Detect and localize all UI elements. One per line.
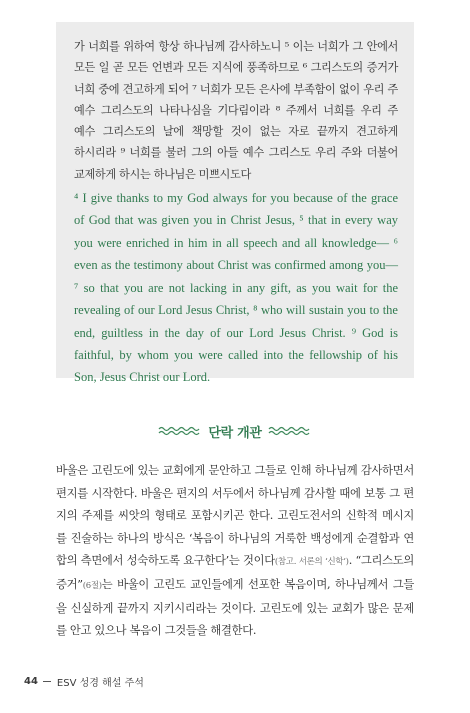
verse-reference: (6절): [82, 580, 102, 591]
reference-note: (참고. 서론의 ‘신학’): [274, 557, 349, 568]
overview-text: 는 바울이 고린도 교인들에게 선포한 복음이며, 하나님께서 그들을 신실하게 끝까지 지키시리라는 것이다. 고린도에 있는 교회가 많은 문제를 안고 있으나 복음이 그것들을 해결한다.: [56, 577, 414, 638]
book-title: ESV 성경 해설 주석: [56, 678, 144, 689]
overview-paragraph: [56, 460, 414, 643]
page-number: 44: [24, 676, 38, 687]
section-title: 단락 개관: [208, 425, 262, 441]
section-heading: [0, 420, 470, 442]
scripture-box: [56, 22, 414, 385]
page-footer: [24, 674, 144, 689]
footer-divider: [43, 681, 51, 682]
korean-passage: 가 너희를 위하여 항상 하나님께 감사하노니 ⁵ 이는 너희가 그 안에서 모든 일 곧 모든 언변과 모든 지식에 풍족하므로 ⁶ 그리스도의 증거가 너희 중에 견고하게 되어 ⁷ 너희가 모든 은사에 부족함이 없이 우리 주 예수 그리스도의 나타나심을 기다림이라 ⁸ 주께서 너희를 우리 주 예수 그리스도의 날에 책망할 것이 없는 자로 끝까지 견고하게 하시리라 ⁹ 너희를 불러 그의 아들 예수 그리스도 우리 주와 더불어 교제하게 하시는 하나님은 미쁘시도다: [74, 40, 398, 181]
wave-ornament-icon: [158, 422, 202, 441]
english-passage: ⁴ I give thanks to my God always for you because of the grace of God that was given you in Christ Jesus, ⁵ that in every way you were enriched in him in all speech and all knowledge— ⁶ even as the testimony about Christ was confirmed among you— ⁷ so that you are not lacking in any gift, as you wait for the revealing of our Lord Jesus Christ, ⁸ who will sustain you to the end, guiltless in the day of our Lord Jesus Christ. ⁹ God is faithful, by whom you were called into the fellowship of his Son, Jesus Christ our Lord.: [74, 191, 398, 385]
overview-text: 바울은 고린도에 있는 교회에게 문안하고 그들로 인해 하나님께 감사하면서 편지를 시작한다. 바울은 편지의 서두에서 하나님께 감사할 때에 보통 그 편지의 주제를 씨앗의 형태로 포함시키곤 한다. 고린도전서의 신학적 메시지를 진술하는 하나의 방식은 ‘복음이 하나님의 거룩한 백성에게 순결함과 연합의 측면에서 성숙하도록 요구한다’는 것이다: [56, 464, 414, 568]
wave-ornament-icon: [268, 422, 312, 441]
overview-text: . “그리스도의 증거”: [56, 554, 415, 591]
